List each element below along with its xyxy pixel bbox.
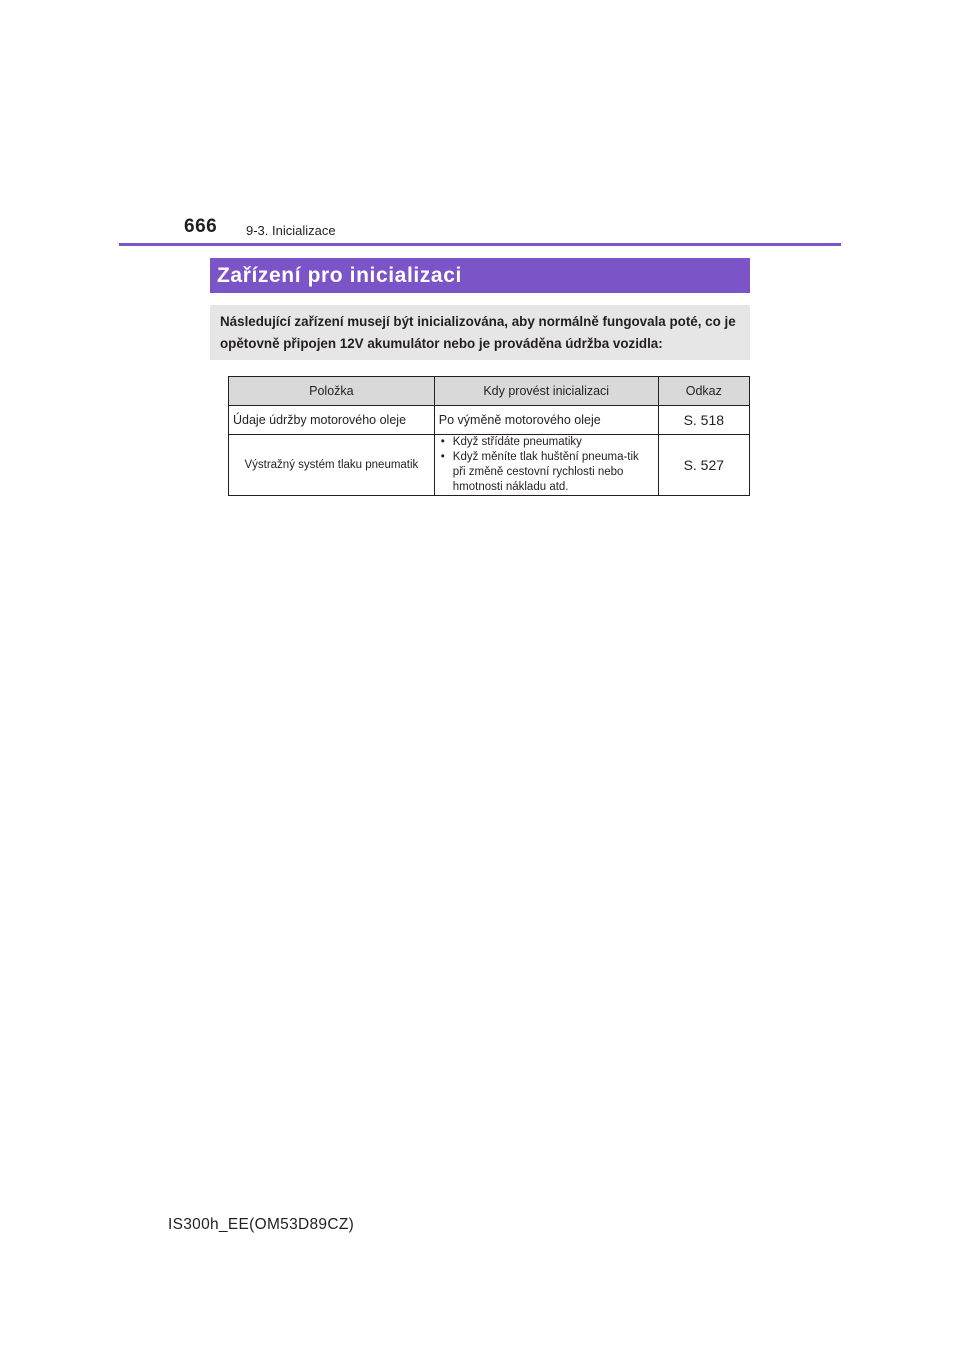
page-title: Zařízení pro inicializaci (217, 263, 462, 287)
reference-cell: S. 518 (658, 406, 749, 435)
page-number: 666 (184, 216, 218, 237)
table-header-row (229, 377, 750, 406)
initialization-table (228, 376, 750, 496)
intro-box (210, 305, 750, 360)
footer-model-code: IS300h_EE(OM53D89CZ) (168, 1216, 355, 1233)
when-cell (434, 435, 658, 496)
when-bullet-list (439, 435, 654, 495)
column-header-item: Položka (229, 377, 435, 406)
column-header-when: Kdy provést inicializaci (434, 377, 658, 406)
item-cell: Údaje údržby motorového oleje (229, 406, 435, 435)
list-item: • Když měníte tlak huštění pneuma-tik při změně cestovní rychlosti nebo hmotnosti nákladu atd. (439, 450, 654, 495)
table-row (229, 435, 750, 496)
intro-text: Následující zařízení musejí být inicializována, aby normálně fungovala poté, co je opětovně připojen 12V akumulátor nebo je prováděna údržba vozidla: (220, 314, 736, 351)
column-header-reference: Odkaz (658, 377, 749, 406)
section-label: 9-3. Inicializace (246, 223, 336, 238)
table-row (229, 406, 750, 435)
list-item: • Když střídáte pneumatiky (439, 435, 654, 450)
header-rule (119, 243, 841, 246)
title-bar (210, 258, 750, 293)
item-cell: Výstražný systém tlaku pneumatik (229, 435, 435, 496)
when-cell: Po výměně motorového oleje (434, 406, 658, 435)
reference-cell: S. 527 (658, 435, 749, 496)
